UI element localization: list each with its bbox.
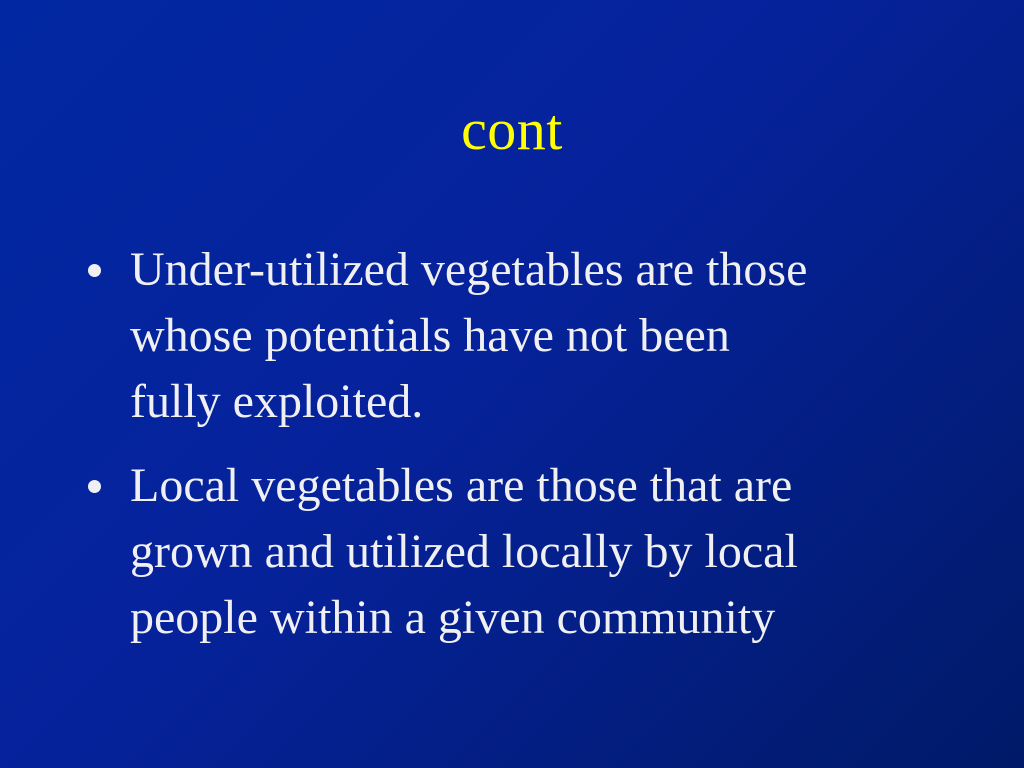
bullet-2-line-3: people within a given community [130,591,776,644]
bullet-item-2 [88,453,984,651]
slide-title: cont [461,97,563,162]
bullet-2-line-2: grown and utilized locally by local [130,525,798,578]
bullet-2-line-1: Local vegetables are those that are [130,459,793,512]
bullet-icon [88,264,101,277]
bullet-1-line-3: fully exploited. [130,375,424,428]
bullet-1-line-1: Under-utilized vegetables are those [130,243,808,296]
bullet-list [0,237,1024,651]
bullet-text-1 [130,237,984,435]
bullet-text-2 [130,453,984,651]
bullet-1-line-2: whose potentials have not been [130,309,730,362]
bullet-item-1 [88,237,984,435]
bullet-icon [88,480,101,493]
